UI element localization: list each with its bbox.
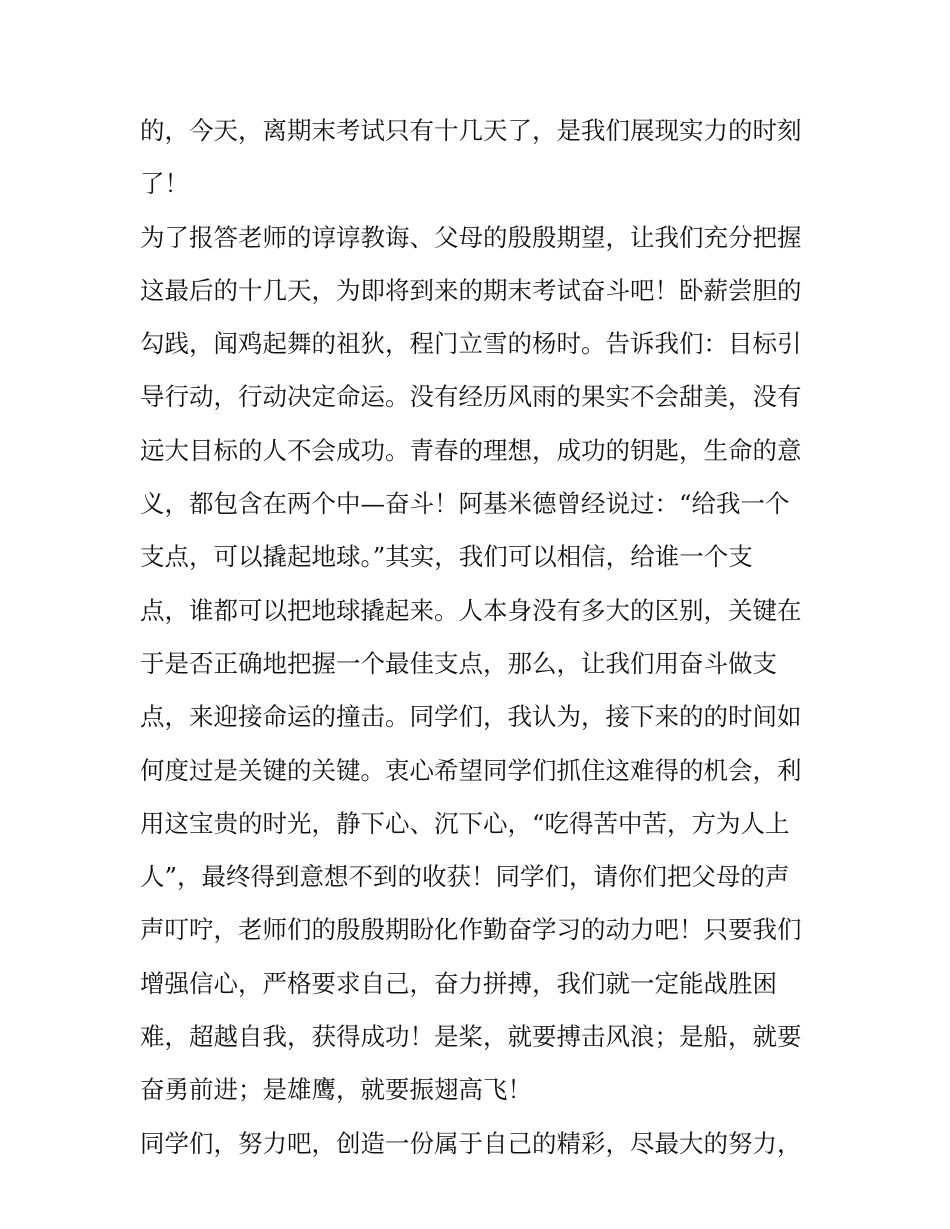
text-line: 勾践，闻鸡起舞的祖狄，程门立雪的杨时。告诉我们：目标引 <box>140 329 802 359</box>
text-line: 人”，最终得到意想不到的收获！同学们，请你们把父母的声 <box>140 862 790 892</box>
text-line: 这最后的十几天，为即将到来的期末考试奋斗吧！卧薪尝胆的 <box>140 275 802 305</box>
text-line: 同学们，努力吧，创造一份属于自己的精彩，尽最大的努力， <box>140 1128 802 1158</box>
text-line: 声叮咛，老师们的殷殷期盼化作勤奋学习的动力吧！只要我们 <box>140 915 802 945</box>
document-body <box>140 104 820 1170</box>
text-line: 奋勇前进；是雄鹰，就要振翅高飞！ <box>140 1075 532 1105</box>
text-line: 了！ <box>140 169 189 199</box>
text-line: 用这宝贵的时光，静下心、沉下心，“吃得苦中苦，方为人上 <box>140 808 790 838</box>
text-line: 点，谁都可以把地球撬起来。人本身没有多大的区别，关键在 <box>140 595 802 625</box>
text-line: 导行动，行动决定命运。没有经历风雨的果实不会甜美，没有 <box>140 382 802 412</box>
text-line: 增强信心，严格要求自己，奋力拼搏，我们就一定能战胜困 <box>140 968 777 998</box>
text-line: 于是否正确地把握一个最佳支点，那么，让我们用奋斗做支 <box>140 648 777 678</box>
text-line: 的，今天，离期末考试只有十几天了，是我们展现实力的时刻 <box>140 116 802 145</box>
text-line: 义，都包含在两个中—奋斗！阿基米德曾经说过：“给我一个 <box>140 489 790 519</box>
text-line: 点，来迎接命运的撞击。同学们，我认为，接下来的的时间如 <box>140 702 802 732</box>
text-line: 为了报答老师的谆谆教诲、父母的殷殷期望，让我们充分把握 <box>140 222 802 252</box>
text-line: 何度过是关键的关键。衷心希望同学们抓住这难得的机会，利 <box>140 755 802 785</box>
text-line: 远大目标的人不会成功。青春的理想，成功的钥匙，生命的意 <box>140 435 802 465</box>
text-line: 难，超越自我，获得成功！是桨，就要搏击风浪；是船，就要 <box>140 1022 802 1052</box>
text-line: 支点，可以撬起地球。”其实，我们可以相信，给谁一个支 <box>140 542 753 572</box>
